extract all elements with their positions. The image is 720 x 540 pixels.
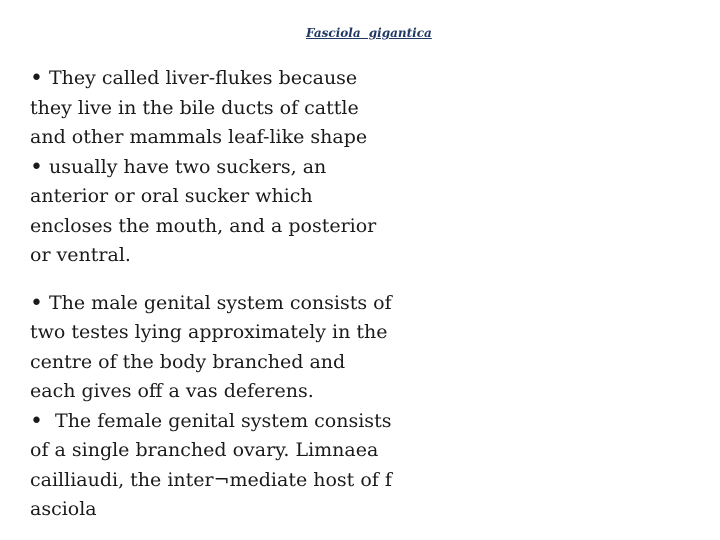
bullet-item xyxy=(30,407,410,525)
bullet-text: usually have two suckers, an anterior or oral sucker which encloses the mouth, and a posterior or ventral. xyxy=(30,155,377,266)
bullet-item xyxy=(30,153,410,271)
bullet-marker: • xyxy=(30,408,43,434)
bullet-text: The female genital system consists of a single branched ovary. Limnaea cailliaudi, the inter¬mediate host of f asciola xyxy=(30,409,392,520)
bullet-marker: • xyxy=(30,290,43,316)
bullet-text: They called liver-flukes because they live in the bile ducts of cattle and other mammals leaf-like shape xyxy=(30,67,368,148)
slide-content xyxy=(30,64,410,525)
bullet-item xyxy=(30,64,410,153)
bullet-marker: • xyxy=(30,154,43,180)
paragraph-spacer xyxy=(30,271,410,289)
bullet-item xyxy=(30,289,410,407)
bullet-text: The male genital system consists of two testes lying approximately in the centre of the body branched and each gives off a vas deferens. xyxy=(30,291,392,402)
bullet-marker: • xyxy=(30,66,43,91)
slide-title: Fasciola gigantica xyxy=(306,26,432,40)
